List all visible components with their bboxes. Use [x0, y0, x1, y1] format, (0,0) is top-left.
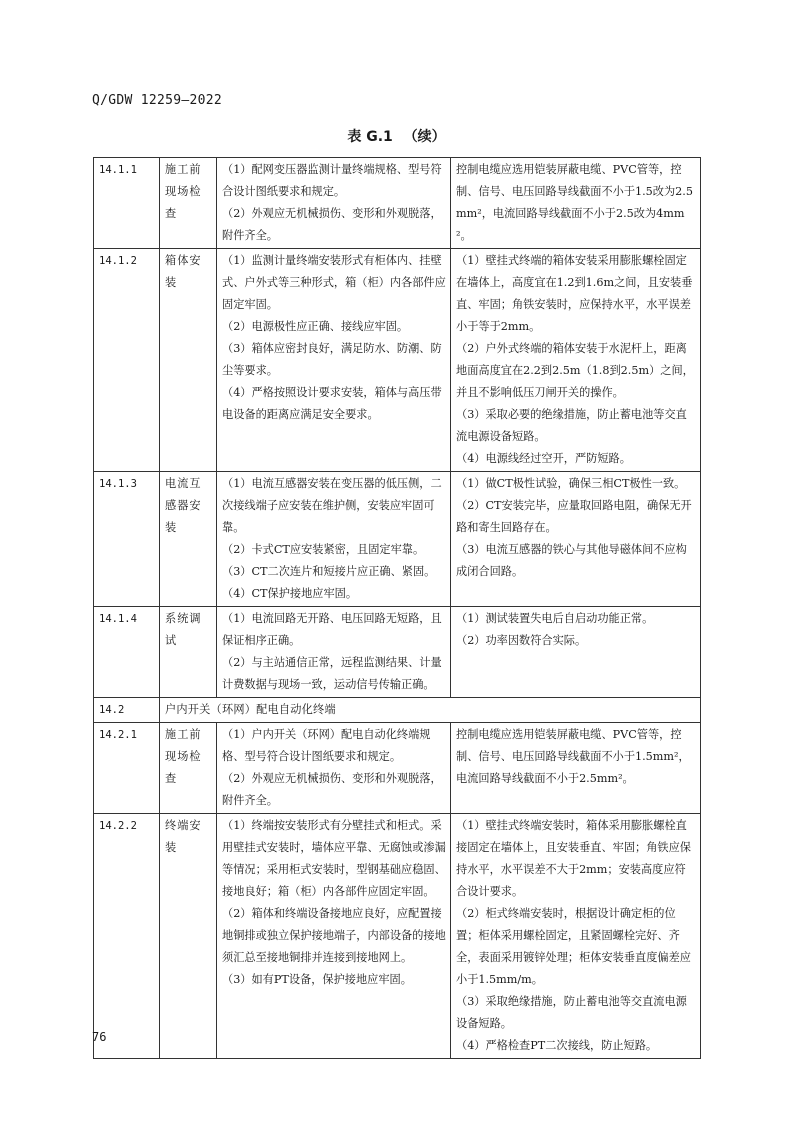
notes-cell: [451, 158, 701, 249]
note-text: （3）采取绝缘措施，防止蓄电池等交直流电源设备短路。: [456, 995, 687, 1030]
note-text: （4）严格检查PT二次接线，防止短路。: [456, 1039, 658, 1052]
requirement-text: （3）CT二次连片和短接片应正确、紧固。: [222, 565, 436, 578]
requirements-cell: [217, 158, 451, 249]
note-text: （1）做CT极性试验，确保三相CT极性一致。: [456, 477, 686, 490]
item-number: 14.2: [94, 698, 160, 723]
notes-cell: [451, 607, 701, 698]
requirement-text: （1）配网变压器监测计量终端规格、型号符合设计图纸要求和规定。: [222, 163, 442, 198]
item-name: 施工前现场检查: [160, 158, 217, 249]
notes-cell: [451, 723, 701, 814]
requirements-cell: [217, 814, 451, 1059]
table-row: [94, 607, 701, 698]
item-name: 施工前现场检查: [160, 723, 217, 814]
note-text: （2）柜式终端安装时，根据设计确定柜的位置；柜体采用螺栓固定，且紧固螺栓完好、齐全，表面采用镀锌处理；柜体安装垂直度偏差应小于1.5mm/m。: [456, 907, 691, 986]
requirements-cell: [217, 249, 451, 472]
requirement-text: （2）卡式CT应安装紧密，且固定牢靠。: [222, 543, 425, 556]
note-text: 控制电缆应选用铠装屏蔽电缆、PVC管等，控制、信号、电压回路导线截面不小于1.5改为2.5mm²，电流回路导线截面不小于2.5改为4mm²。: [456, 163, 693, 242]
requirement-text: （3）箱体应密封良好，满足防水、防潮、防尘等要求。: [222, 342, 442, 377]
note-text: （2）CT安装完毕，应量取回路电阻，确保无开路和寄生回路存在。: [456, 499, 692, 534]
item-name: 系统调试: [160, 607, 217, 698]
section-title: 户内开关（环网）配电自动化终端: [160, 698, 701, 723]
requirement-text: （4）严格按照设计要求安装，箱体与高压带电设备的距离应满足安全要求。: [222, 386, 442, 421]
note-text: （3）采取必要的绝缘措施，防止蓄电池等交直流电源设备短路。: [456, 408, 687, 443]
requirement-text: （2）电源极性应正确、接线应牢固。: [222, 320, 409, 333]
item-name: 箱体安装: [160, 249, 217, 472]
requirement-text: （2）外观应无机械损伤、变形和外观脱落，附件齐全。: [222, 207, 442, 242]
item-name: 电流互感器安装: [160, 472, 217, 607]
requirements-cell: [217, 472, 451, 607]
table-row: [94, 814, 701, 1059]
note-text: （2）功率因数符合实际。: [456, 634, 587, 647]
requirement-text: （1）监测计量终端安装形式有柜体内、挂壁式、户外式等三种形式，箱（柜）内各部件应固定牢固。: [222, 254, 446, 311]
requirement-text: （2）外观应无机械损伤、变形和外观脱落，附件齐全。: [222, 772, 442, 807]
notes-cell: [451, 472, 701, 607]
requirement-text: （1）电流回路无开路、电压回路无短路，且保证相序正确。: [222, 612, 442, 647]
requirement-text: （1）电流互感器安装在变压器的低压侧，二次接线端子应安装在维护侧，安装应牢固可靠。: [222, 477, 442, 534]
note-text: （3）电流互感器的铁心与其他导磁体间不应构成闭合回路。: [456, 543, 687, 578]
item-number: 14.2.1: [94, 723, 160, 814]
note-text: （4）电源线经过空开，严防短路。: [456, 452, 631, 465]
table-title: [0, 126, 793, 146]
requirement-text: （3）如有PT设备，保护接地应牢固。: [222, 973, 412, 986]
table-row: [94, 723, 701, 814]
requirement-text: （1）户内开关（环网）配电自动化终端规格、型号符合设计图纸要求和规定。: [222, 728, 431, 763]
requirements-cell: [217, 723, 451, 814]
table-body: [94, 158, 701, 1059]
page-number: 76: [92, 1030, 107, 1044]
note-text: （1）壁挂式终端安装时，箱体采用膨胀螺栓直接固定在墙体上，且安装垂直、牢固；角铁应保持水平，水平误差不大于2mm；安装高度应符合设计要求。: [456, 819, 691, 898]
requirements-cell: [217, 607, 451, 698]
item-name: 终端安装: [160, 814, 217, 1059]
item-number: 14.1.2: [94, 249, 160, 472]
document-id: Q/GDW 12259—2022: [92, 93, 223, 108]
item-number: 14.2.2: [94, 814, 160, 1059]
table-row: [94, 249, 701, 472]
requirement-text: （1）终端按安装形式有分壁挂式和柜式。采用壁挂式安装时，墙体应平靠、无腐蚀或渗漏等情况；采用柜式安装时，型钢基础应稳固、接地良好；箱（柜）内各部件应固定牢固。: [222, 819, 446, 898]
notes-cell: [451, 814, 701, 1059]
item-number: 14.1.3: [94, 472, 160, 607]
notes-cell: [451, 249, 701, 472]
note-text: （1）壁挂式终端的箱体安装采用膨胀螺栓固定在墙体上，高度宜在1.2到1.6m之间，且安装垂直、牢固；角铁安装时，应保持水平，水平误差小于等于2mm。: [456, 254, 693, 333]
table-row: [94, 158, 701, 249]
section-row: [94, 698, 701, 723]
table-title-label: 表 G.1: [347, 129, 393, 145]
item-number: 14.1.4: [94, 607, 160, 698]
note-text: （2）户外式终端的箱体安装于水泥杆上，距离地面高度宜在2.2到2.5m（1.8到2.5m）之间，并且不影响低压刀闸开关的操作。: [456, 342, 694, 399]
item-number: 14.1.1: [94, 158, 160, 249]
requirement-text: （2）与主站通信正常，远程监测结果、计量计费数据与现场一致，运动信号传输正确。: [222, 656, 442, 691]
table-row: [94, 472, 701, 607]
requirement-text: （2）箱体和终端设备接地应良好，应配置接地铜排或独立保护接地端子，内部设备的接地须汇总至接地铜排并连接到接地网上。: [222, 907, 446, 964]
table-title-continued: （续）: [403, 129, 446, 145]
note-text: （1）测试装置失电后自启动功能正常。: [456, 612, 654, 625]
requirement-text: （4）CT保护接地应牢固。: [222, 587, 358, 600]
inspection-table: [93, 157, 701, 1059]
note-text: 控制电缆应选用铠装屏蔽电缆、PVC管等，控制、信号、电压回路导线截面不小于1.5mm²，电流回路导线截面不小于2.5mm²。: [456, 728, 690, 785]
